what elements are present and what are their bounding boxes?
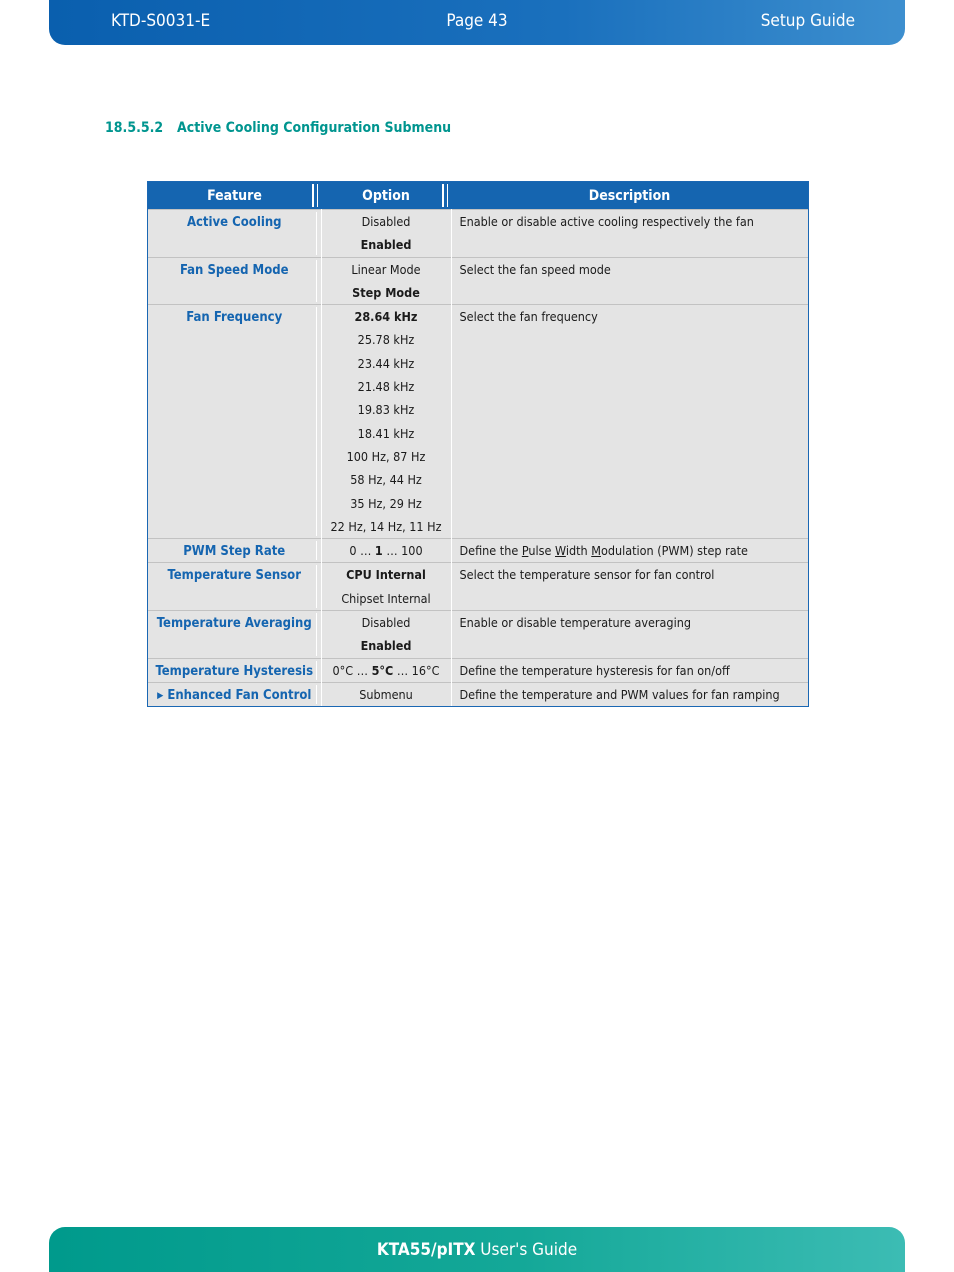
option-default: 28.64 kHz [354, 309, 418, 325]
feature-label: Temperature Hysteresis [155, 663, 314, 679]
option-value: Submenu [359, 686, 413, 702]
option-value: 35 Hz, 29 Hz [350, 495, 422, 511]
description-cell: Enable or disable active cooling respectively the fan [451, 210, 808, 258]
option-value: Disabled [361, 615, 411, 631]
description-part: ulse [528, 543, 555, 559]
feature-cell [148, 682, 321, 706]
header-description: Description [451, 182, 808, 210]
table-row [148, 305, 808, 539]
option-cell [321, 210, 451, 258]
table-row [148, 257, 808, 305]
feature-cell [148, 658, 321, 682]
option-value: 58 Hz, 44 Hz [350, 472, 422, 488]
option-default: Enabled [360, 638, 412, 654]
feature-label: Temperature Averaging [156, 616, 312, 632]
table-header-row [148, 182, 808, 210]
section-number: 18.5.5.2 [105, 120, 164, 136]
option-cell [321, 563, 451, 611]
table-row [148, 539, 808, 563]
range-default: 1 [374, 543, 383, 559]
option-default: CPU Internal [346, 567, 426, 583]
feature-label: PWM Step Rate [183, 544, 286, 560]
option-value: 18.41 kHz [357, 425, 415, 441]
feature-label: Enhanced Fan Control [167, 687, 312, 703]
table-row [148, 563, 808, 611]
option-value: 22 Hz, 14 Hz, 11 Hz [330, 518, 442, 534]
description-part: P [521, 543, 529, 559]
description-cell: Define the temperature and PWM values for fan ramping [451, 682, 808, 706]
feature-cell [148, 305, 321, 539]
description-part: Define the [459, 543, 522, 559]
feature-label: Fan Frequency [186, 310, 283, 326]
description-part: W [555, 543, 566, 559]
page-number: Page 43 [446, 11, 508, 31]
option-value: 19.83 kHz [357, 402, 415, 418]
range-separator: … [396, 662, 409, 678]
description-cell [451, 539, 808, 563]
table-row [148, 682, 808, 706]
option-cell [321, 539, 451, 563]
page-footer [49, 1227, 905, 1272]
range-max: 16°C [411, 662, 440, 678]
option-cell [321, 658, 451, 682]
feature-cell [148, 539, 321, 563]
option-range [322, 539, 451, 562]
option-value: 100 Hz, 87 Hz [346, 448, 426, 464]
option-value: 21.48 kHz [357, 379, 415, 395]
header-option: Option [321, 182, 451, 210]
description-part: odulation (PWM) step rate [600, 543, 748, 559]
table-row [148, 210, 808, 258]
description-cell: Select the fan frequency [451, 305, 808, 539]
description-cell: Select the temperature sensor for fan control [451, 563, 808, 611]
feature-label: Fan Speed Mode [179, 262, 289, 278]
description-part: M [591, 543, 601, 559]
settings-table [147, 181, 809, 707]
doc-id: KTD-S0031-E [111, 11, 211, 31]
feature-cell [148, 563, 321, 611]
range-separator: … [356, 662, 368, 678]
range-min: 0°C [332, 662, 354, 678]
option-cell [321, 611, 451, 659]
option-cell [321, 682, 451, 706]
option-default: Step Mode [352, 284, 420, 300]
description-cell: Select the fan speed mode [451, 257, 808, 305]
option-value: Chipset Internal [341, 590, 431, 606]
description-part: idth [565, 543, 592, 559]
option-value: 23.44 kHz [357, 355, 415, 371]
description-cell: Define the temperature hysteresis for fan on/off [451, 658, 808, 682]
option-value: 25.78 kHz [357, 332, 415, 348]
header-section: Setup Guide [760, 11, 855, 31]
feature-cell [148, 257, 321, 305]
header-feature: Feature [148, 182, 321, 210]
table-body [148, 210, 808, 707]
table-row [148, 611, 808, 659]
range-separator: … [360, 543, 372, 559]
triangle-right-icon: ▶ [157, 690, 164, 701]
option-cell [321, 305, 451, 539]
feature-label: Active Cooling [186, 215, 282, 230]
range-min: 0 [349, 543, 357, 559]
footer-product: KTA55/pITX [376, 1240, 476, 1260]
option-range [322, 659, 451, 682]
option-cell [321, 257, 451, 305]
feature-label: Temperature Sensor [167, 568, 301, 584]
range-separator: … [386, 543, 398, 559]
feature-cell [148, 611, 321, 659]
range-max: 100 [401, 543, 423, 559]
section-title: Active Cooling Configuration Submenu [177, 120, 452, 136]
option-value: Disabled [361, 214, 411, 229]
feature-cell [148, 210, 321, 258]
section-heading [105, 120, 451, 136]
option-value: Linear Mode [351, 261, 421, 277]
page-header [49, 0, 905, 45]
table-row [148, 658, 808, 682]
description-cell: Enable or disable temperature averaging [451, 611, 808, 659]
range-default: 5°C [371, 662, 394, 678]
option-default: Enabled [360, 237, 412, 253]
footer-suffix: User's Guide [475, 1240, 578, 1260]
